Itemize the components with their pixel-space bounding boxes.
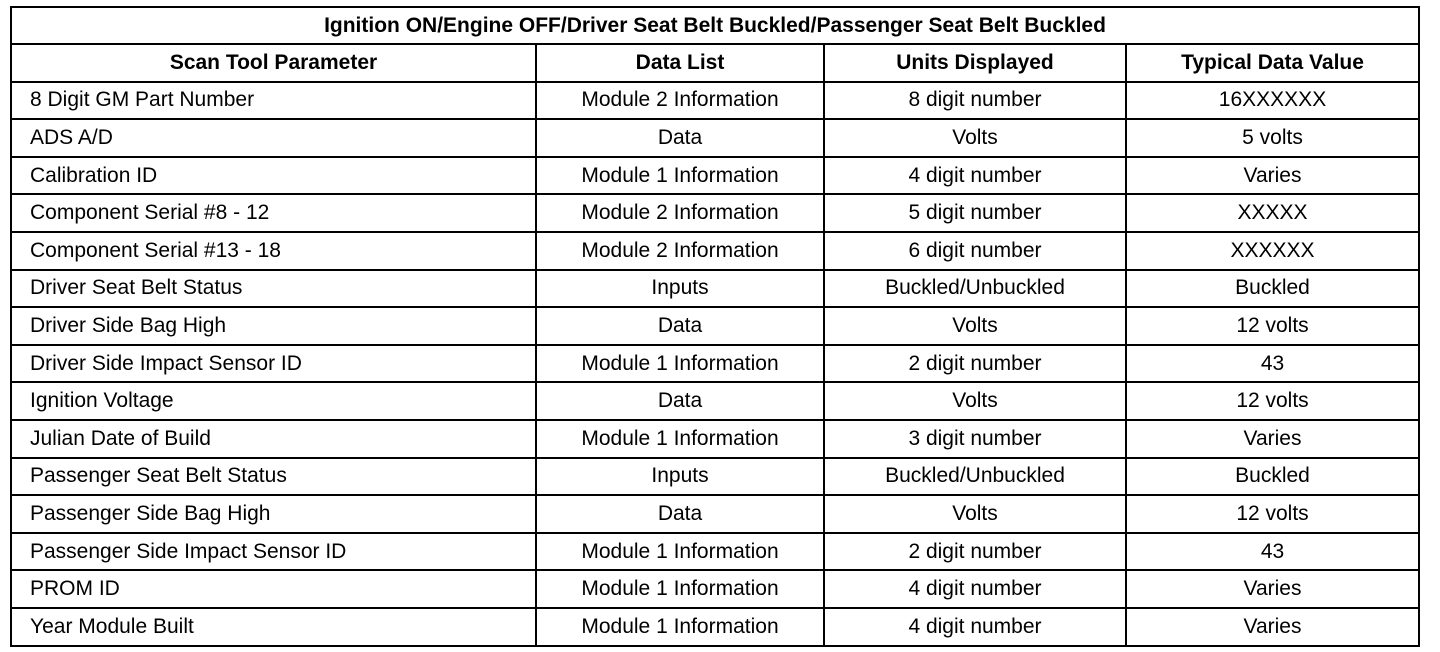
cell-typical-value: Varies xyxy=(1126,570,1419,608)
cell-parameter: Driver Side Impact Sensor ID xyxy=(11,345,536,383)
table-header-row xyxy=(11,44,1419,82)
table-row xyxy=(11,119,1419,157)
header-scan-tool-parameter: Scan Tool Parameter xyxy=(11,44,536,82)
table-row xyxy=(11,232,1419,270)
cell-units: 8 digit number xyxy=(824,82,1126,120)
table-row xyxy=(11,608,1419,646)
cell-parameter: Passenger Side Impact Sensor ID xyxy=(11,533,536,571)
cell-units: 2 digit number xyxy=(824,533,1126,571)
cell-data-list: Module 1 Information xyxy=(536,157,824,195)
table-row xyxy=(11,382,1419,420)
table-row xyxy=(11,495,1419,533)
cell-typical-value: 43 xyxy=(1126,533,1419,571)
table-row xyxy=(11,420,1419,458)
table-row xyxy=(11,533,1419,571)
cell-units: Volts xyxy=(824,495,1126,533)
table-row xyxy=(11,270,1419,308)
table-row xyxy=(11,307,1419,345)
cell-typical-value: Varies xyxy=(1126,608,1419,646)
cell-units: Volts xyxy=(824,119,1126,157)
cell-units: 3 digit number xyxy=(824,420,1126,458)
table-row xyxy=(11,345,1419,383)
cell-parameter: Calibration ID xyxy=(11,157,536,195)
header-typical-data-value: Typical Data Value xyxy=(1126,44,1419,82)
table-row xyxy=(11,194,1419,232)
cell-data-list: Module 2 Information xyxy=(536,82,824,120)
cell-data-list: Module 1 Information xyxy=(536,420,824,458)
cell-units: 4 digit number xyxy=(824,570,1126,608)
table-row xyxy=(11,570,1419,608)
cell-parameter: Component Serial #8 - 12 xyxy=(11,194,536,232)
cell-typical-value: Varies xyxy=(1126,420,1419,458)
cell-typical-value: 12 volts xyxy=(1126,307,1419,345)
header-units-displayed: Units Displayed xyxy=(824,44,1126,82)
cell-parameter: Passenger Seat Belt Status xyxy=(11,458,536,496)
cell-units: 5 digit number xyxy=(824,194,1126,232)
cell-parameter: Julian Date of Build xyxy=(11,420,536,458)
cell-data-list: Data xyxy=(536,382,824,420)
cell-units: 6 digit number xyxy=(824,232,1126,270)
cell-typical-value: Buckled xyxy=(1126,270,1419,308)
cell-data-list: Module 1 Information xyxy=(536,570,824,608)
table-title-row xyxy=(11,7,1419,44)
cell-parameter: Driver Seat Belt Status xyxy=(11,270,536,308)
cell-data-list: Module 2 Information xyxy=(536,194,824,232)
cell-parameter: 8 Digit GM Part Number xyxy=(11,82,536,120)
table-row xyxy=(11,82,1419,120)
cell-units: Buckled/Unbuckled xyxy=(824,270,1126,308)
cell-units: 4 digit number xyxy=(824,608,1126,646)
cell-parameter: ADS A/D xyxy=(11,119,536,157)
scan-tool-data-table xyxy=(10,6,1420,647)
cell-typical-value: 12 volts xyxy=(1126,495,1419,533)
cell-data-list: Data xyxy=(536,307,824,345)
cell-typical-value: Buckled xyxy=(1126,458,1419,496)
table-title: Ignition ON/Engine OFF/Driver Seat Belt Buckled/Passenger Seat Belt Buckled xyxy=(11,7,1419,44)
cell-units: 4 digit number xyxy=(824,157,1126,195)
cell-typical-value: 12 volts xyxy=(1126,382,1419,420)
cell-typical-value: 5 volts xyxy=(1126,119,1419,157)
cell-data-list: Data xyxy=(536,495,824,533)
table-row xyxy=(11,157,1419,195)
cell-parameter: PROM ID xyxy=(11,570,536,608)
cell-data-list: Module 1 Information xyxy=(536,345,824,383)
cell-parameter: Passenger Side Bag High xyxy=(11,495,536,533)
cell-data-list: Module 2 Information xyxy=(536,232,824,270)
cell-data-list: Data xyxy=(536,119,824,157)
cell-typical-value: XXXXX xyxy=(1126,194,1419,232)
cell-parameter: Year Module Built xyxy=(11,608,536,646)
cell-units: Volts xyxy=(824,307,1126,345)
cell-units: Volts xyxy=(824,382,1126,420)
cell-data-list: Module 1 Information xyxy=(536,608,824,646)
cell-typical-value: Varies xyxy=(1126,157,1419,195)
cell-parameter: Driver Side Bag High xyxy=(11,307,536,345)
cell-parameter: Component Serial #13 - 18 xyxy=(11,232,536,270)
cell-typical-value: 43 xyxy=(1126,345,1419,383)
header-data-list: Data List xyxy=(536,44,824,82)
table-row xyxy=(11,458,1419,496)
cell-parameter: Ignition Voltage xyxy=(11,382,536,420)
cell-typical-value: 16XXXXXX xyxy=(1126,82,1419,120)
cell-units: Buckled/Unbuckled xyxy=(824,458,1126,496)
cell-data-list: Module 1 Information xyxy=(536,533,824,571)
cell-data-list: Inputs xyxy=(536,270,824,308)
cell-units: 2 digit number xyxy=(824,345,1126,383)
cell-typical-value: XXXXXX xyxy=(1126,232,1419,270)
cell-data-list: Inputs xyxy=(536,458,824,496)
